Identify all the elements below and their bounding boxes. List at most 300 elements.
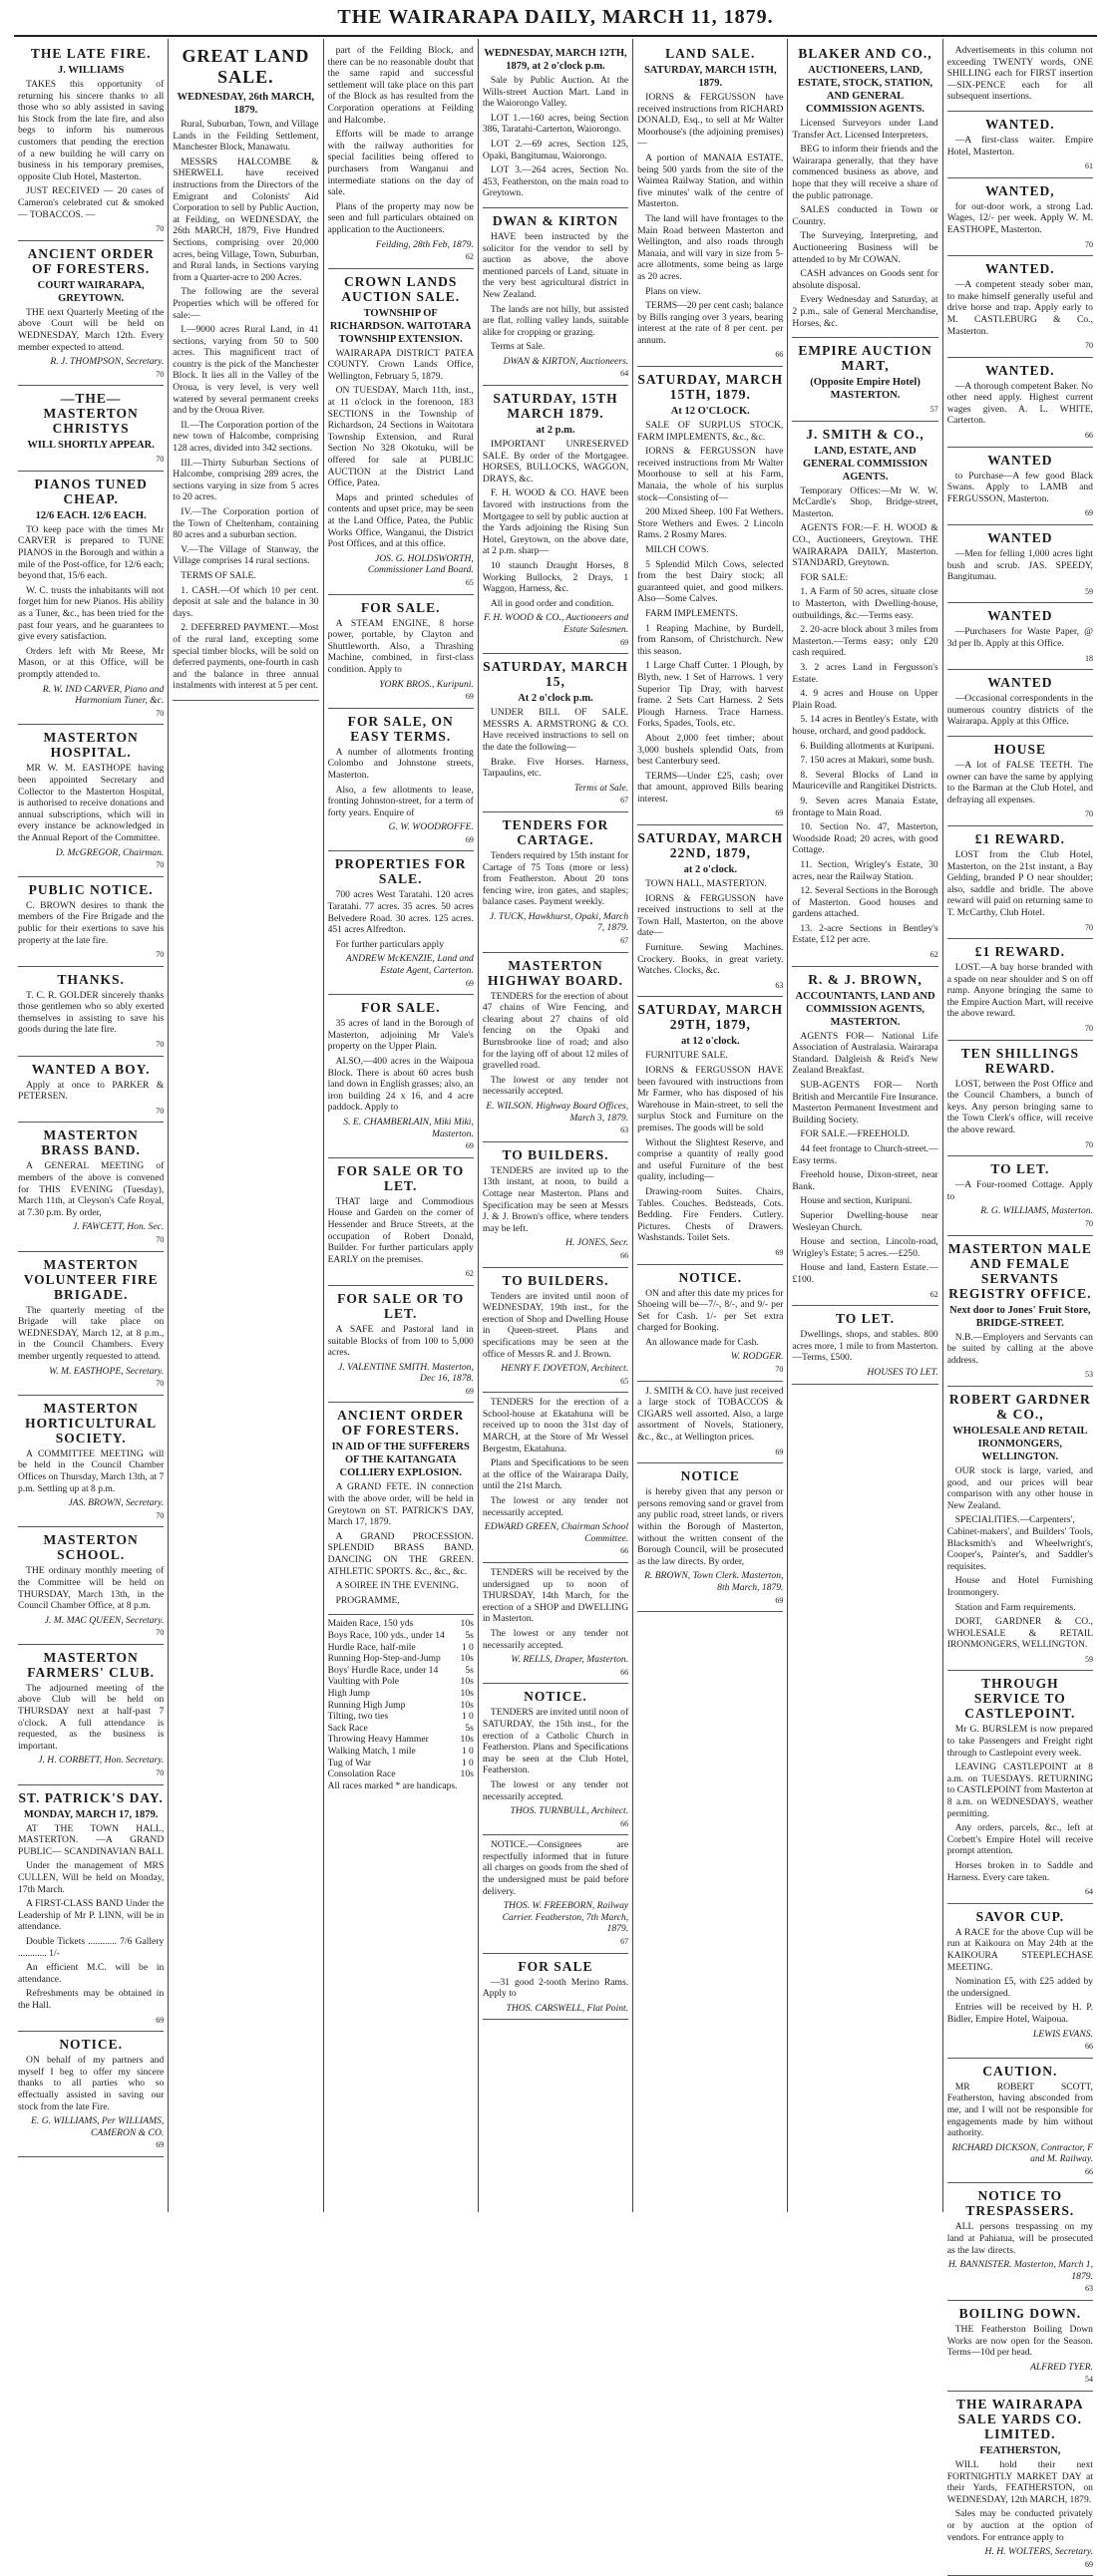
ad-heading: ROBERT GARDNER & CO., <box>948 1391 1091 1422</box>
ad-paragraph: —Occasional correspondents in the numerous country districts of the Wairarapa. Apply at this Office. <box>946 693 1093 728</box>
ad-subheading: WEDNESDAY, MARCH 12TH, 1879, at 2 o'clock p.m. <box>484 48 627 72</box>
ad-paragraph: 5. 14 acres in Bentley's Estate, with house, orchard, and good paddock. <box>792 714 938 737</box>
ad-heading: BOILING DOWN. <box>958 2306 1082 2322</box>
programme-event: Sack Race <box>327 1722 368 1734</box>
programme-prize: 10s <box>460 1676 474 1688</box>
ad-reference-number: 69 <box>465 692 474 702</box>
ad-reference-number: 69 <box>465 834 474 844</box>
ad-paragraph: Tenders required by 15th instant for Cartage of 75 Tons (more or less) from Featherston. About 20 tons fencing wire, iron gates, and staples; balance cases. Payment weekly. <box>482 849 629 908</box>
ad-paragraph: IORNS & FERGUSSON have received instructions to sell at the Town Hall, Masterton, on the above date— <box>637 892 784 939</box>
ad-heading: TO BUILDERS. <box>502 1146 609 1162</box>
ad-reference-number: 70 <box>156 1510 165 1520</box>
ad-heading: CROWN LANDS AUCTION SALE. <box>341 273 461 304</box>
ad-signature: E. WILSON. Highway Board Offices, March 3, 1879. <box>486 1101 629 1124</box>
ad-reference-number: 70 <box>156 1769 165 1778</box>
ad-paragraph: Tenders are invited until noon of WEDNESDAY, 19th inst., for the erection of Shop and Dwelling House in Queen-street. Plans and specifications may be seen at the office of Messrs R. and J. Brown. <box>482 1290 629 1360</box>
column-5 <box>633 39 788 2212</box>
ad-paragraph: LOST from the Club Hotel, Masterton, on the 21st instant, a Bay Gelding, branded P O near shoulder; also, saddle and bridle. The above reward will paid on returning same to T. McCarthy, Club Hotel. <box>946 848 1093 918</box>
ad-paragraph: Apply at once to PARKER & PETERSEN. <box>18 1079 165 1103</box>
ad-reference-number: 70 <box>1084 1024 1093 1034</box>
programme-prize: 10s <box>460 1653 474 1665</box>
ad-signature: S. E. CHAMBERLAIN, Miki Miki, Masterton. <box>343 1116 474 1139</box>
ad-heading: NOTICE. <box>524 1689 587 1705</box>
ad-reference-number: 69 <box>156 2015 165 2025</box>
ad-paragraph: Furniture. Sewing Machines. Crockery. Books, in great variety. Watches. Clocks, &c. <box>637 942 784 977</box>
ad-heading: MASTERTON FARMERS' CLUB. <box>27 1649 156 1680</box>
advertisement <box>328 1403 474 1615</box>
ad-paragraph: 8. Several Blocks of Land in Mauriceville and Rangitikei Districts. <box>792 769 938 793</box>
advertisement <box>18 241 164 387</box>
advertisement <box>637 1463 783 1612</box>
ad-paragraph: LOST, between the Post Office and the Council Chambers, a bunch of keys. Any person bringing same to the Town Clerk's office, will receive the above reward. <box>946 1078 1093 1136</box>
ad-reference-number: 67 <box>620 796 629 805</box>
ad-paragraph: 35 acres of land in the Borough of Masterton, adjoining Mr Vale's property on the Upper Plain. <box>327 1018 474 1053</box>
ad-paragraph: ON TUESDAY, March 11th, inst., at 11 o'clock in the forenoon, 183 SECTIONS in the Township of Richardson, 24 Sections in Waitotara Township Extension, and Rural Section No 328 Okotuku, will be offered for sale at PUBLIC AUCTION at the District Land Office, Patea. <box>327 385 474 489</box>
ad-paragraph: W. C. trusts the inhabitants will not forget him for new Pianos. His ability as a Tuner, &c., has been tried for the past four years, and he guarantees to give every satisfaction. <box>18 584 165 643</box>
ad-paragraph: —31 good 2-tooth Merino Rams. Apply to <box>482 1976 629 2000</box>
ad-paragraph: I.—9000 acres Rural Land, in 41 sections, varying from 50 to 500 acres. This magnificent tract of country is the pick of the Manchester Block. It lies all in the Valley of the Oroua, is very level, is very well watered by several permanent creeks and by the Oroua River. <box>173 324 319 417</box>
ad-heading: MASTERTON HORTICULTURAL SOCIETY. <box>25 1400 158 1446</box>
ad-paragraph: —A thorough competent Baker. No other need apply. Highest current wages given. A. L. WHITE, Carterton. <box>946 380 1093 427</box>
ad-paragraph: THAT large and Commodious House and Garden on the corner of Hessender and Bruce Streets, at the occupation of Robert Donald, Builder. For further particulars apply EARLY on the premises. <box>327 1195 474 1265</box>
ad-paragraph: Double Tickets ............ 7/6 Gallery ............ 1/- <box>18 1935 165 1959</box>
ad-heading: £1 REWARD. <box>974 830 1065 846</box>
ad-reference-number: 70 <box>156 224 165 234</box>
advertisement <box>947 525 1093 603</box>
ad-paragraph: The adjourned meeting of the above Club will be held on THURSDAY next at half-past 7 o'clock. A full attendance is requested, as the business is important. <box>18 1682 165 1752</box>
ad-paragraph: IORNS & FERGUSSON have received instructions from RICHARD DONALD, Esq., to sell at Mr Walter Moorhouse's (the adjoining premises)— <box>637 92 784 150</box>
ad-paragraph: Also, a few allotments to lease, fronting Johnston-street, for a term of forty years. Enquire of <box>327 784 474 818</box>
ad-reference-number: 67 <box>620 936 629 946</box>
ad-subheading: at 2 o'clock. <box>683 864 737 876</box>
advertisement <box>947 1041 1093 1157</box>
ad-paragraph: Mr G. BURSLEM is now prepared to take Passengers and Freight right through to Castlepoint every week. <box>946 1724 1093 1759</box>
ad-paragraph: Station and Farm requirements. <box>954 1601 1076 1613</box>
ad-heading: WANTED, <box>985 182 1055 198</box>
ad-heading: TO LET. <box>836 1311 896 1327</box>
ad-reference-number: 66 <box>620 1546 629 1556</box>
ad-reference-number: 57 <box>929 405 938 415</box>
ad-paragraph: —A first-class waiter. Empire Hotel, Masterton. <box>946 134 1093 158</box>
ad-paragraph: OUR stock is large, varied, and good, and our prices will bear comparison with any other house in New Zealand. <box>946 1464 1093 1511</box>
ad-paragraph: SPECIALITIES.—Carpenters', Cabinet-makers', and Builders' Tools, Blacksmith's and Wheelwright's, Cooper's, Painter's, and Saddler's requisites. <box>946 1514 1093 1572</box>
ad-paragraph: BEG to inform their friends and the Wairarapa generally, that they have commenced business as above, and hope that they will receive a share of the public patronage. <box>792 144 938 201</box>
ad-paragraph: IMPORTANT UNRESERVED SALE. By order of the Mortgagee. HORSES, BULLOCKS, WAGGON, DRAYS, &c. <box>482 439 629 484</box>
ad-signature: R. W. IND CARVER, Piano and Harmonium Tuner, &c. <box>42 683 165 707</box>
ad-subheading: COURT WAIRARAPA, GREYTOWN. <box>37 279 145 304</box>
ad-paragraph: House and Hotel Furnishing Ironmongery. <box>946 1575 1093 1598</box>
ad-paragraph: The lowest or any tender not necessarily accepted. <box>482 1495 629 1518</box>
programme-row <box>328 1746 474 1758</box>
ad-paragraph: Refreshments may be obtained in the Hall. <box>18 1988 165 2011</box>
ad-paragraph: Entries will be received by H. P. Bidler, Empire Hotel, Waipoua. <box>946 2002 1093 2025</box>
ad-paragraph: House and section, Lincoln-road, Wrigley's Estate; 5 acres.—£250. <box>792 1236 938 1259</box>
ad-paragraph: 700 acres West Taratahi. 120 acres Taratahi. 77 acres. 35 acres. 50 acres Belvedere Road. 30 acres. 125 acres. 451 acres Alfredton. <box>327 889 474 936</box>
ad-paragraph: part of the Feilding Block, and there can be no reasonable doubt that the same rapid and successful settlement will take place on this part of the Block as has resulted from the Corporation operations at Feilding and Halcombe. <box>327 45 474 126</box>
ad-signature: Feilding, 28th Feb, 1879. <box>375 238 474 250</box>
ad-paragraph: AT THE TOWN HALL, MASTERTON. —A GRAND PUBLIC— SCANDINAVIAN BALL <box>18 1822 165 1857</box>
ad-paragraph: LEAVING CASTLEPOINT at 8 a.m. on TUESDAYS. RETURNING to CASTLEPOINT from Masterton at 8 a.m. on WEDNESDAYS, weather permitting. <box>946 1762 1093 1819</box>
ad-paragraph: to Purchase—A few good Black Swans. Apply to LAMB and FERGUSSON, Masterton. <box>946 470 1093 504</box>
advertisement <box>947 1156 1093 1235</box>
advertisement <box>947 2059 1093 2184</box>
ad-paragraph: SALE OF SURPLUS STOCK, FARM IMPLEMENTS, &c., &c. <box>637 420 784 443</box>
ad-paragraph: MESSRS HALCOMBE & SHERWELL have received instructions from the Directors of the Emigrant and Colonists' Aid Corporation to sell by Public Auction, at Feilding, on WEDNESDAY, the 26th MARCH, 1879, Five Hundred Sections, comprising over 20,000 acres, being Village, Town, Suburban, and Rural lands, in Sections varying from a Quarter-acre to 200 Acres. <box>173 156 319 283</box>
ad-paragraph: 1 Large Chaff Cutter. 1 Plough, by Blyth, new. 1 Set of Harrows. 1 very Superior Tip Dray, with harvest frame. 2 Sets Cart Harness. 2 Sets Plough Harness. Trace Harness. Forks, Spades, Tools, etc. <box>637 660 784 730</box>
ad-heading: NOTICE <box>680 1468 740 1484</box>
advertisement <box>483 1393 628 1563</box>
ad-paragraph: TENDERS for the erection of about 47 chains of Wire Fencing, and clearing about 27 chains of old fencing on the Opaki and Burnsbrooke line of road; and also for the laying off of about 12 miles of gravelled road. <box>482 990 629 1072</box>
advertisement <box>637 41 783 367</box>
programme-prize: 1 0 <box>461 1745 474 1757</box>
advertisement <box>18 967 164 1057</box>
column-6 <box>788 39 942 2212</box>
programme-row <box>328 1676 474 1688</box>
ad-subheading: SATURDAY, MARCH 15TH, 1879. <box>643 65 777 89</box>
advertisement <box>483 1954 628 2021</box>
ad-heading: HOUSE <box>993 741 1046 757</box>
programme-row <box>328 1734 474 1746</box>
ad-subheading: ACCOUNTANTS, LAND AND COMMISSION AGENTS, MASTERTON. <box>795 990 935 1028</box>
advertisement <box>947 448 1093 525</box>
advertisement <box>947 1387 1093 1672</box>
ad-reference-number: 70 <box>156 369 165 379</box>
ad-paragraph: TOWN HALL, MASTERTON. <box>645 878 767 890</box>
ad-heading: PUBLIC NOTICE. <box>28 881 154 897</box>
ad-paragraph: IORNS & FERGUSSON HAVE been favoured with instructions from Mr Farmer, who has disposed of his Warehouse in Main-street, to sell the surplus Stock and Furniture on the premises. The goods will be sold <box>637 1065 784 1133</box>
ad-signature: R. BROWN, Town Clerk. Masterton, 8th March, 1879. <box>644 1570 784 1593</box>
newspaper-title: THE WAIRARAPA DAILY, MARCH 11, 1879. <box>337 6 774 28</box>
ad-paragraph: Terms at Sale. <box>490 341 546 353</box>
ad-heading: MASTERTON MALE AND FEMALE SERVANTS REGISTRY OFFICE. <box>947 1240 1092 1301</box>
advertisement <box>18 41 164 241</box>
ad-signature: JAS. BROWN, Secretary. <box>68 1497 165 1509</box>
ad-subheading: TOWNSHIP OF RICHARDSON. WAITOTARA TOWNSHIP EXTENSION. <box>329 307 472 345</box>
ad-reference-number: 70 <box>1084 239 1093 249</box>
ad-heading: FOR SALE OR TO LET. <box>337 1290 465 1321</box>
advertisement <box>483 386 628 654</box>
ad-paragraph: TENDERS for the erection of a School-house at Ekatahuna will be received up to noon the 31st day of MARCH, at the Store of Mr Wessel Bergestm, Ekatahuna. <box>482 1397 629 1454</box>
ad-heading: WANTED <box>987 675 1053 691</box>
ad-paragraph: Drawing-room Suites. Chairs, Tables. Couches. Bedsteads, Cots. Bedding. Fire Fenders. Cutlery. Pictures. Chests of Drawers. Washstands. Toilet Sets. <box>637 1185 784 1244</box>
ad-signature: J. VALENTINE SMITH. Masterton, Dec 16, 1878. <box>338 1361 474 1385</box>
ad-signature: ALFRED TYER. <box>1030 2361 1093 2373</box>
ad-heading: WANTED <box>987 608 1053 624</box>
ad-paragraph: A GRAND PROCESSION. SPLENDID BRASS BAND. DANCING ON THE GREEN. ATHLETIC SPORTS. &c., &c., &c. <box>327 1530 474 1577</box>
ad-heading: WANTED. <box>985 116 1055 132</box>
programme-event: Boys Race, 100 yds., under 14 <box>327 1630 445 1641</box>
programme-prize: 1 0 <box>461 1711 474 1723</box>
programme-prize: 10s <box>460 1618 474 1630</box>
ad-paragraph: 200 Mixed Sheep. 100 Fat Wethers. Store Wethers and Ewes. 2 Lincoln Rams. 2 Rosmy Mares. <box>637 506 784 541</box>
ad-paragraph: 6. Building allotments at Kuripuni. <box>800 740 934 752</box>
advertisement <box>483 812 628 953</box>
ad-heading: GREAT LAND SALE. <box>182 46 310 87</box>
ad-heading: TO BUILDERS. <box>502 1272 609 1288</box>
advertisement <box>483 1835 628 1953</box>
ad-signature: YORK BROS., Kuripuni. <box>379 678 474 690</box>
ad-signature: THOS. W. FREEBORN, Railway Carrier. Featherston, 7th March, 1879. <box>502 1900 629 1935</box>
ad-heading: ST. PATRICK'S DAY. <box>18 1789 164 1805</box>
programme-row <box>328 1723 474 1735</box>
ad-paragraph: ALL persons trespassing on my land at Pahiatua, will be prosecuted as the law directs. <box>946 2221 1093 2256</box>
ad-paragraph: ON and after this date my prices for Shoeing will be—7/-, 8/-, and 9/- per Set for Cash. 1/- per Set extra charged for Booking. <box>637 1287 784 1334</box>
ad-paragraph: IORNS & FERGUSSON have received instructions from Mr Walter Moorhouse to sell at his Farm, Manaia, the whole of his surplus stock—Consisting of— <box>637 446 784 503</box>
ad-paragraph: Advertisements in this column not exceeding TWENTY words, ONE SHILLING each for FIRST insertion—SIX-PENCE each for all subsequent insertions. <box>946 45 1093 103</box>
programme-row <box>328 1769 474 1780</box>
column-7 <box>943 39 1097 2569</box>
programme-prize: 5s <box>465 1630 474 1641</box>
masthead <box>14 6 1097 37</box>
ad-heading: MASTERTON VOLUNTEER FIRE BRIGADE. <box>23 1256 159 1302</box>
advertisement <box>947 826 1093 939</box>
ad-paragraph: Plans of the property may now be seen and full particulars obtained on application to the Auctioneers. <box>327 200 474 235</box>
ad-heading: WANTED <box>987 530 1053 546</box>
advertisement <box>947 112 1093 178</box>
ad-reference-number: 66 <box>620 1667 629 1677</box>
ad-subheading: IN AID OF THE SUFFERERS OF THE KAITANGATA COLLIERY EXPLOSION. <box>331 1442 470 1479</box>
ad-heading: LAND SALE. <box>665 46 756 61</box>
programme-row <box>328 1630 474 1642</box>
ad-subheading: At 2 o'clock p.m. <box>518 693 593 705</box>
ad-reference-number: 61 <box>1084 161 1093 171</box>
ad-reference-number: 59 <box>1084 586 1093 596</box>
ad-reference-number: 66 <box>1084 2042 1093 2052</box>
ad-reference-number: 69 <box>465 1386 474 1396</box>
advertisement <box>792 967 937 1306</box>
advertisement <box>18 1123 164 1251</box>
ad-reference-number: 69 <box>1084 508 1093 518</box>
columns-container <box>14 39 1097 2569</box>
ad-paragraph: 5 Splendid Milch Cows, selected from the best Dairy stock; all guaranteed quiet, and good milkers. Also—Some Calves. <box>637 558 784 605</box>
ad-paragraph: TENDERS will be received by the undersigned up to noon of THURSDAY, 14th March, for the erection of a SHOP and DWELLING in Masterton. <box>482 1567 629 1625</box>
ad-reference-number: 70 <box>1084 1219 1093 1228</box>
ad-paragraph: Brake. Five Horses. Harness, Tarpaulins, etc. <box>482 756 629 780</box>
ad-paragraph: UNDER BILL OF SALE. MESSRS A. ARMSTRONG & CO. Have received instructions to sell on the date the following— <box>482 707 629 753</box>
programme-event: Boys' Hurdle Race, under 14 <box>327 1664 439 1676</box>
ad-heading: ANCIENT ORDER OF FORESTERS. <box>337 1408 465 1439</box>
ad-paragraph: Dwellings, shops, and stables. 800 acres more, 1 mile to from Masterton.—Terms, £500. <box>792 1329 938 1364</box>
ad-paragraph: Rural, Suburban, Town, and Village Lands in the Feilding Settlement, Manchester Block, Manawatu. <box>173 119 319 154</box>
ad-paragraph: WAIRARAPA DISTRICT PATEA COUNTY. Crown Lands Office, Wellington, February 5, 1879. <box>327 347 474 382</box>
ad-paragraph: —A competent steady sober man, to make himself generally useful and drive horse and trap. Apply early to M. CASTLEBURG & Co., Masterton. <box>946 279 1093 337</box>
ad-reference-number: 66 <box>620 1818 629 1828</box>
advertisement <box>328 1158 474 1286</box>
ad-heading: TO LET. <box>990 1161 1050 1177</box>
programme-event: Tilting, two ties <box>327 1711 389 1723</box>
ad-paragraph: Maps and printed schedules of contents and upset price, may be seen at the Land Office, Patea, the Public Works Office, Wanganui, the District Post Offices, and at this office. <box>327 491 474 550</box>
ad-reference-number: 70 <box>156 950 165 960</box>
ad-subheading: WEDNESDAY, 26th MARCH, 1879. <box>177 92 315 116</box>
ad-reference-number: 69 <box>156 2140 165 2150</box>
advertisement <box>18 1645 164 1785</box>
ad-paragraph: Freehold house, Dixon-street, near Bank. <box>792 1169 938 1192</box>
ad-paragraph: 12. Several Sections in the Borough of Masterton. Good houses and gardens attached. <box>792 885 938 920</box>
ad-paragraph: —Men for felling 1,000 acres light bush and scrub. JAS. SPEEDY, Bangitumau. <box>946 548 1093 583</box>
ad-reference-number: 70 <box>156 1235 165 1244</box>
ad-reference-number: 70 <box>775 1365 784 1375</box>
ad-heading: TENDERS FOR CARTAGE. <box>502 816 609 847</box>
ad-signature: H. JONES, Secr. <box>564 1237 629 1249</box>
ad-paragraph: The Surveying, Interpreting, and Auctioneering Business will be attended to by Mr COWAN. <box>792 230 938 265</box>
ad-paragraph: —A Four-roomed Cottage. Apply to <box>946 1179 1093 1202</box>
ad-paragraph: The land will have frontages to the Main Road between Masterton and Wellington, and also roads through Manaia, and will vary in size from 5-acre allotments, some being as large as 20 acres. <box>637 212 784 282</box>
ad-reference-number: 53 <box>1084 1370 1093 1380</box>
ad-reference-number: 69 <box>1084 2559 1093 2569</box>
ad-heading: TEN SHILLINGS REWARD. <box>960 1045 1080 1076</box>
ad-paragraph: 13. 2-acre Sections in Bentley's Estate, £12 per acre. <box>792 922 938 946</box>
advertisement <box>947 737 1093 826</box>
ad-paragraph: —Purchasers for Waste Paper, @ 3d per lb. Apply at this Office. <box>946 626 1093 649</box>
ad-paragraph: Efforts will be made to arrange with the railway authorities for special facilities being offered to purchasers from Wanganui and intermediate stations on the day of sale. <box>327 129 474 198</box>
ad-heading: CAUTION. <box>982 2063 1058 2079</box>
ad-paragraph: 10 staunch Draught Horses, 8 Working Bullocks, 2 Drays, 1 Waggon, Harness, &c. <box>482 560 629 595</box>
ad-reference-number: 54 <box>1084 2375 1093 2385</box>
ad-paragraph: Plans and Specifications to be seen at the office of the Wairarapa Daily, until the 21st March. <box>482 1457 629 1492</box>
advertisement <box>947 2183 1093 2301</box>
ad-heading: SATURDAY, MARCH 29TH, 1879, <box>637 1002 784 1033</box>
ad-paragraph: A GRAND FETE. IN connection with the above order, will be held in Greytown on ST. PATRICK'S DAY, March 17, 1879. <box>327 1481 474 1528</box>
advertisement <box>947 1904 1093 2059</box>
ad-reference-number: 69 <box>775 1447 784 1456</box>
ad-reference-number: 59 <box>1084 1654 1093 1664</box>
ad-heading: FOR SALE. <box>360 599 441 615</box>
ad-reference-number: 65 <box>620 1376 629 1386</box>
advertisement <box>792 41 937 338</box>
ad-paragraph: 2. 20-acre block about 3 miles from Masterton.—Terms easy; only £20 cash required. <box>792 624 938 659</box>
ad-signature: W. RODGER. <box>730 1351 784 1363</box>
ad-paragraph: TERMS—Under £25, cash; over that amount, approved Bills bearing interest. <box>637 770 784 805</box>
column-3 <box>324 39 479 2212</box>
column-1 <box>14 39 169 2212</box>
ad-reference-number: 62 <box>929 950 938 960</box>
ad-heading: R. & J. BROWN, <box>808 971 923 987</box>
ad-subheading: WHOLESALE AND RETAIL IRONMONGERS, WELLINGTON. <box>952 1425 1088 1462</box>
ad-paragraph: Under the management of MRS CULLEN, Will be held on Monday, 17th March. <box>18 1860 165 1895</box>
programme-row <box>328 1700 474 1712</box>
ad-subheading: at 12 o'clock. <box>680 1036 740 1048</box>
ad-heading: MASTERTON HOSPITAL. <box>43 730 139 761</box>
ad-paragraph: A SOIREE IN THE EVENING. <box>335 1580 459 1592</box>
programme-prize: 5s <box>465 1722 474 1734</box>
ad-heading: PROPERTIES FOR SALE. <box>334 856 467 887</box>
ad-signature: J. TUCK, Hawkhurst, Opaki, March 7, 1879. <box>489 910 629 934</box>
ad-paragraph: PROGRAMME, <box>335 1594 400 1606</box>
advertisement <box>792 1306 937 1384</box>
ad-reference-number: 69 <box>775 808 784 818</box>
ad-paragraph: F. H. WOOD & CO. HAVE been favored with instructions from the Mortgagee to sell by public auction at the Yards adjoining the Rising Sun Hotel, Greytown, on the above date, at 2 p.m. sharp— <box>482 487 629 557</box>
ad-paragraph: LOT 2.—69 acres, Section 125, Opaki, Bangitumau, Waiorongo. <box>482 138 629 161</box>
ad-heading: FOR SALE. <box>360 1000 441 1016</box>
advertisement <box>18 1252 164 1396</box>
ad-reference-number: 70 <box>1084 341 1093 351</box>
ad-paragraph: 3. 2 acres Land in Fergusson's Estate. <box>792 662 938 685</box>
ad-reference-number: 69 <box>775 1595 784 1605</box>
ad-paragraph: SUB-AGENTS FOR— North British and Mercantile Fire Insurance. Masterton Permanent Investment and Building Society. <box>792 1080 938 1126</box>
ad-paragraph: The following are the several Properties which will be offered for sale:— <box>173 286 319 321</box>
ad-paragraph: A number of allotments fronting Colombo and Johnstone streets, Masterton. <box>327 746 474 781</box>
ad-subheading: At 12 O'CLOCK. <box>670 406 750 418</box>
advertisement <box>947 41 1093 112</box>
advertisement <box>947 178 1093 256</box>
ad-signature: E. G. WILLIAMS, Per WILLIAMS, CAMERON & CO. <box>31 2115 165 2138</box>
ad-subheading: WILL SHORTLY APPEAR. <box>27 440 155 452</box>
ad-reference-number: 64 <box>1084 1887 1093 1897</box>
ad-paragraph: A FIRST-CLASS BAND Under the Leadership of Mr P. LINN, will be in attendance. <box>18 1898 165 1933</box>
ad-paragraph: House and section, Kuripuni. <box>800 1195 913 1207</box>
ad-subheading: AUCTIONEERS, LAND, ESTATE, STOCK, STATION, AND GENERAL COMMISSION AGENTS. <box>797 65 933 115</box>
ad-paragraph: is hereby given that any person or persons removing sand or gravel from any public road, street lands, or rivers within the Borough of Masterton, without the written consent of the Borough Council, will be prosecuted as the law directs. By order, <box>637 1486 784 1567</box>
programme-row <box>328 1618 474 1630</box>
ad-paragraph: The lowest or any tender not necessarily accepted. <box>482 1778 629 1802</box>
ad-paragraph: Superior Dwelling-house near Wesleyan Church. <box>792 1209 938 1233</box>
ad-signature: R. J. THOMPSON, Secretary. <box>50 356 165 368</box>
ad-paragraph: II.—The Corporation portion of the new town of Halcombe, comprising 128 acres, divided into 342 sections. <box>173 419 319 455</box>
ad-paragraph: 44 feet frontage to Church-street.—Easy terms. <box>792 1143 938 1166</box>
column-2 <box>169 39 323 2212</box>
ad-paragraph: AGENTS FOR— National Life Association of Australasia. Wairarapa Standard. Dalgleish & Reid's New Zealand Breakfast. <box>792 1030 938 1077</box>
advertisement <box>483 953 628 1142</box>
ad-subheading: Next door to Jones' Fruit Store, BRIDGE-STREET. <box>949 1304 1091 1329</box>
ad-paragraph: FARM IMPLEMENTS. <box>645 607 738 619</box>
ad-heading: MASTERTON HIGHWAY BOARD. <box>487 957 623 988</box>
ad-signature: HOUSES TO LET. <box>867 1366 938 1378</box>
ad-paragraph: A STEAM ENGINE, 8 horse power, portable, by Clayton and Shuttleworth. Also, a Thrashing Machine, combined, in first-class condition. Apply to <box>327 617 474 675</box>
ad-heading: SATURDAY, MARCH 15TH, 1879. <box>637 372 784 403</box>
ad-paragraph: AGENTS FOR:—F. H. WOOD & CO., Auctioneers, Greytown. THE WAIRARAPA DAILY, Masterton. STANDARD, Greytown. <box>792 522 938 569</box>
ad-reference-number: 70 <box>156 1040 165 1050</box>
advertisement <box>18 472 164 726</box>
ad-reference-number: 66 <box>620 1250 629 1260</box>
ad-paragraph: TERMS OF SALE. <box>181 569 256 581</box>
ad-paragraph: An efficient M.C. will be in attendance. <box>18 1962 165 1985</box>
ad-paragraph: MR ROBERT SCOTT, Featherston, having absconded from me, and I will not be responsible for engagements made by him without authority. <box>946 2081 1093 2139</box>
ad-signature: W. M. EASTHOPE, Secretary. <box>49 1365 165 1377</box>
ad-paragraph: Licensed Surveyors under Land Transfer Act. Licensed Interpreters. <box>792 118 938 141</box>
ad-reference-number: 62 <box>929 1289 938 1299</box>
advertisement <box>328 709 474 852</box>
programme-note: All races marked * are handicaps. <box>327 1779 458 1791</box>
ad-subheading: FEATHERSTON, <box>979 2445 1061 2456</box>
ad-reference-number: 70 <box>156 708 165 718</box>
advertisement <box>483 208 628 386</box>
ad-paragraph: A portion of MANAIA ESTATE, being 500 yards from the site of the Waimea Railway Station, and within five minutes' walk of the centre of Masterton. <box>637 152 784 210</box>
ad-paragraph: IV.—The Corporation portion of the Town of Cheltenham, containing 80 acres and a suburban section. <box>173 506 319 541</box>
ad-paragraph: TENDERS are invited until noon of SATURDAY, the 15th inst., for the erection of a Catholic Church in Featherston. Plans and Specifications may be seen at the Club Hotel, Featherston. <box>482 1707 629 1776</box>
ad-paragraph: TENDERS are invited up to the 13th instant, at noon, to build a Cottage near Masterton. Plans and Specification may be seen at Messrs J. & J. Brown's office, where tenders may be left. <box>482 1164 629 1234</box>
programme-prize: 5s <box>465 1664 474 1676</box>
ad-paragraph: 10. Section No. 47, Masterton, Woodside Road; 20 acres, with good Cottage. <box>792 821 938 856</box>
ad-heading: NOTICE. <box>59 2037 123 2053</box>
ad-signature: J. M. MAC QUEEN, Secretary. <box>44 1614 165 1626</box>
ad-heading: THE LATE FIRE. <box>30 46 152 61</box>
programme-event: Throwing Heavy Hammer <box>327 1734 429 1746</box>
programme-row <box>328 1688 474 1700</box>
programme-prize: 10s <box>460 1734 474 1746</box>
ad-reference-number: 69 <box>620 637 629 647</box>
ad-heading: BLAKER AND CO., <box>798 46 932 61</box>
ad-heading: FOR SALE, ON EASY TERMS. <box>347 713 454 744</box>
ad-heading: WANTED A BOY. <box>31 1061 151 1077</box>
programme-event: Tug of War <box>327 1757 372 1769</box>
programme-row <box>328 1758 474 1770</box>
ad-reference-number: 70 <box>1084 1139 1093 1149</box>
advertisement <box>328 41 474 269</box>
advertisement <box>328 269 474 595</box>
advertisement <box>483 1563 628 1684</box>
programme-row <box>328 1711 474 1723</box>
ad-heading: £1 REWARD. <box>974 944 1065 960</box>
